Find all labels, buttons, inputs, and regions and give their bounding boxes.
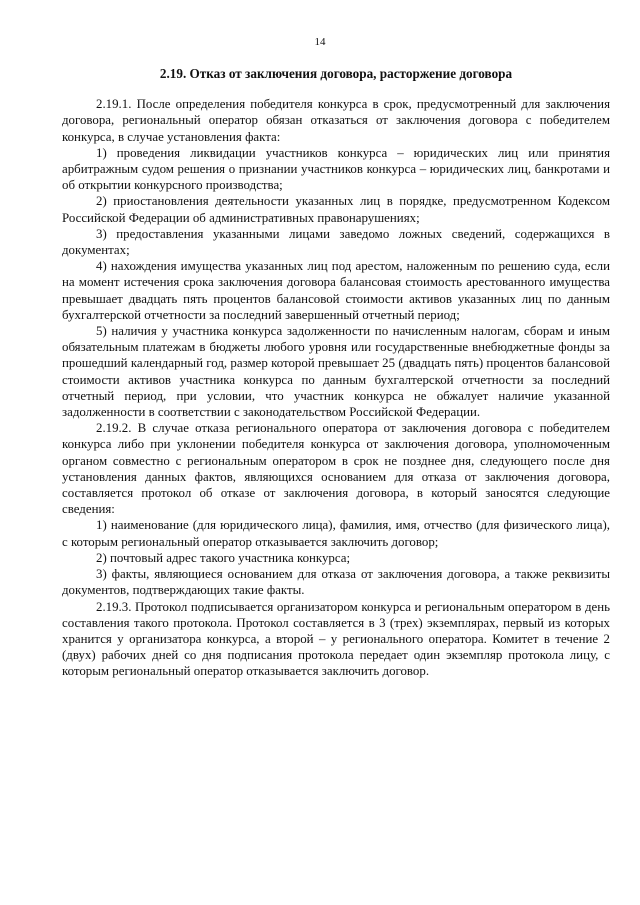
list-item-name: 1) наименование (для юридического лица), фамилия, имя, отчество (для физического лица), с которым региональный оператор отказывается заключить договор;: [62, 518, 610, 549]
document-body: [62, 66, 610, 680]
list-item-false-info: 3) предоставления указанными лицами заведомо ложных сведений, содержащихся в документах;: [62, 226, 610, 258]
list-item-address: 2) почтовый адрес такого участника конкурса;: [96, 550, 351, 565]
list-item-suspension: 2) приостановления деятельности указанных лиц в порядке, предусмотренном Кодексом Российской Федерации об административных правонарушениях;: [62, 194, 610, 225]
paragraph-2-19-1: 2.19.1. После определения победителя конкурса в срок, предусмотренный для заключения договора, региональный оператор обязан отказаться от заключения договора с победителем конкурса, в случае установления факта:: [62, 97, 610, 144]
list-item-facts: 3) факты, являющиеся основанием для отказа от заключения договора, а также реквизиты документов, подтверждающих такие факты.: [62, 567, 610, 598]
list-item-arrest: 4) нахождения имущества указанных лиц под арестом, наложенным по решению суда, если на момент истечения срока заключения договора балансовая стоимость арестованного имущества превышает двадцать пять процентов балансовой стоимости активов указанных лиц по данным бухгалтерской отчетности за последний завершенный отчетный период;: [62, 259, 610, 322]
paragraph-2-19-3: 2.19.3. Протокол подписывается организатором конкурса и региональным оператором в день составления такого протокола. Протокол составляется в 3 (трех) экземплярах, первый из которых хранится у организатора конкурса, а второй – у регионального оператора. Комитет в течение 2 (двух) рабочих дней со дня подписания протокола передает один экземпляр протокола лицу, с которым региональный оператор отказывается заключить договор.: [62, 599, 610, 679]
section-heading: 2.19. Отказ от заключения договора, расторжение договора: [159, 66, 513, 81]
page-number: 14: [314, 36, 326, 48]
paragraph-2-19-2: 2.19.2. В случае отказа регионального оператора от заключения договора с победителем конкурса либо при уклонении победителя конкурса от заключения договора, уполномоченным органом совместно с региональным оператором в срок не позднее дня, следующего после дня установления данных фактов, являющихся основанием для отказа от заключения договора, составляется протокол об отказе от заключения договора, в который заносятся следующие сведения:: [62, 421, 610, 517]
list-item-tax-debt: 5) наличия у участника конкурса задолженности по начисленным налогам, сборам и иным обязательным платежам в бюджеты любого уровня или государственные внебюджетные фонды за прошедший календарный год, размер которой превышает 25 (двадцать пять) процентов балансовой стоимости активов участника конкурса по данным бухгалтерской отчетности за последний отчетный период, при условии, что участник конкурса не обжалует наличие указанной задолженности в соответствии с законодательством Российской Федерации.: [62, 324, 610, 420]
list-item-liquidation: 1) проведения ликвидации участников конкурса – юридических лиц или принятия арбитражным судом решения о признании участников конкурса – юридических лиц, банкротами и об открытии конкурсного производства;: [62, 145, 610, 193]
